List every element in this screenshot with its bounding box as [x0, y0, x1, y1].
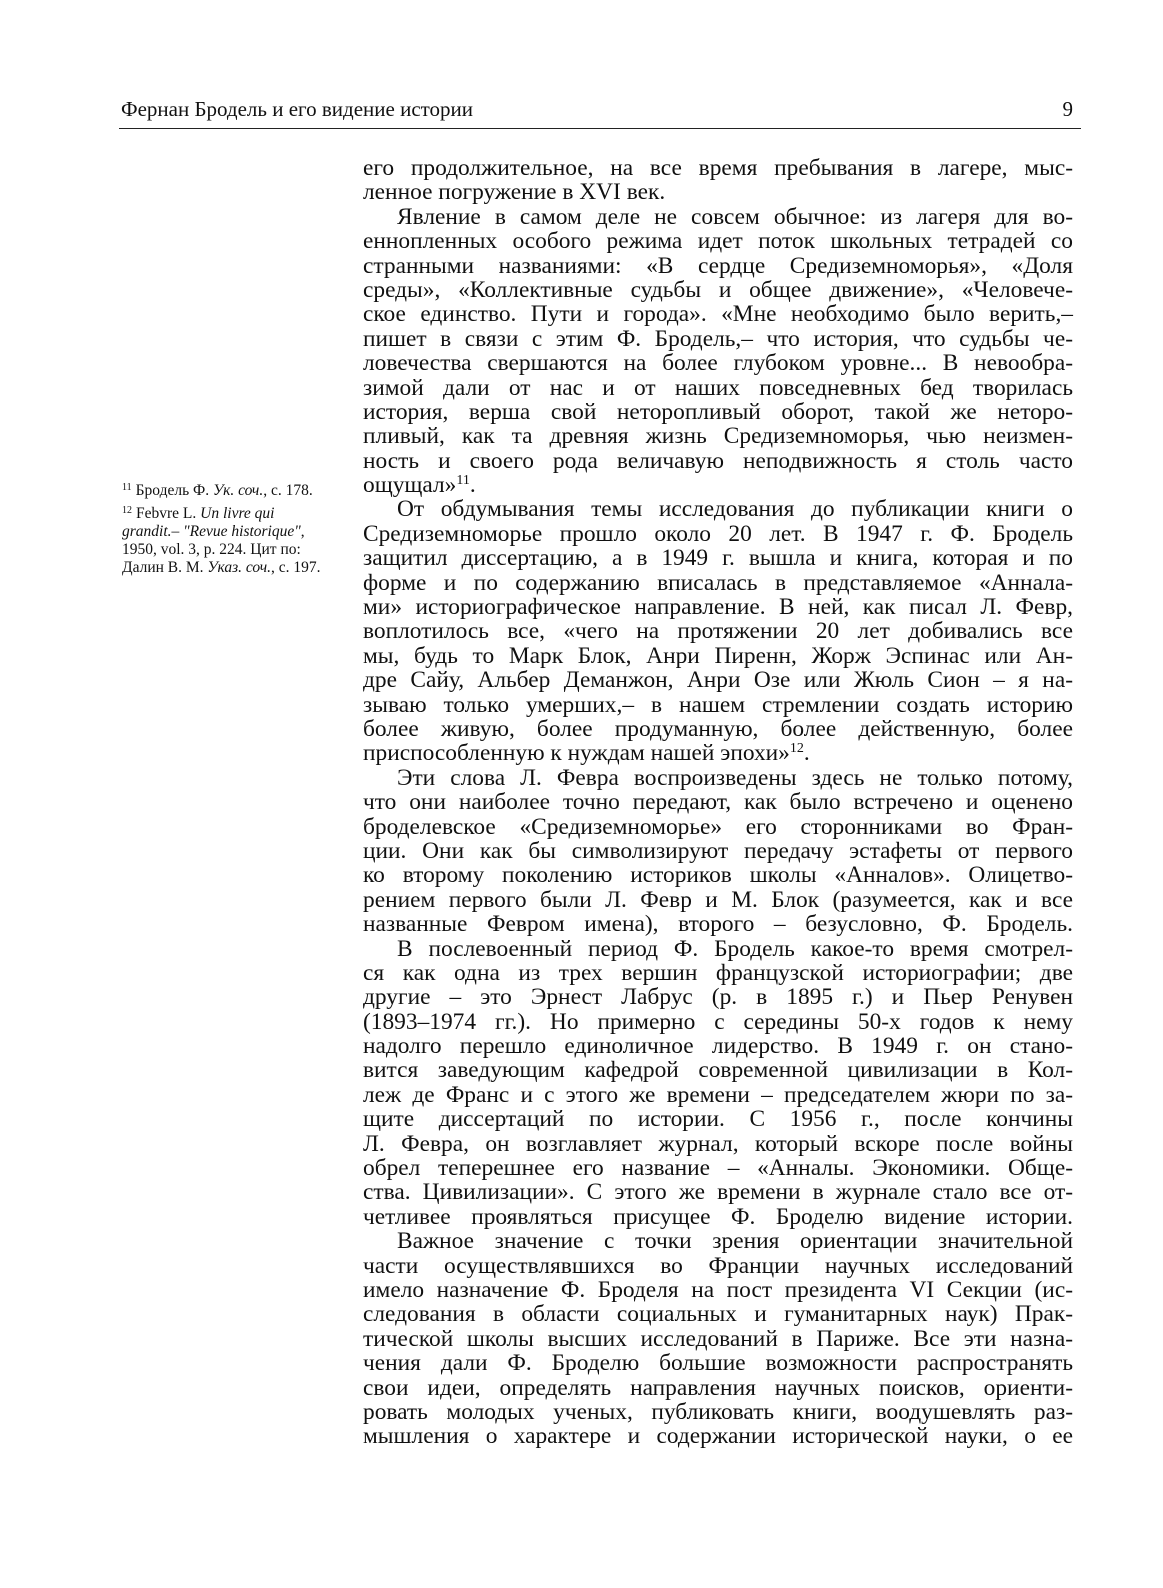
- text-line: [363, 254, 1073, 278]
- line-text: имело назначение Ф. Броделя на пост президента VI Секции (ис-: [363, 1276, 1073, 1303]
- line-tail: .: [803, 740, 810, 767]
- line-text: ское единство. Пути и города». «Мне необходимо было верить,–: [363, 301, 1073, 328]
- line-text: ко второму поколению историков школы «Анналов». Олицетво-: [363, 862, 1073, 889]
- line-text: Л. Февра, он возглавляет журнал, который вскоре после войны: [363, 1130, 1073, 1157]
- line-text: среды», «Коллективные судьбы и общее движение», «Человече-: [363, 276, 1073, 303]
- line-text: Важное значение с точки зрения ориентации значительной: [397, 1228, 1073, 1255]
- text-line: [363, 205, 1073, 229]
- text-line: [363, 327, 1073, 351]
- text-line: [363, 1327, 1073, 1351]
- line-text: обрел теперешнее его название – «Анналы. Экономики. Обще-: [363, 1155, 1073, 1182]
- text-line: [363, 424, 1073, 448]
- footnote-11: [122, 479, 322, 500]
- text-line: [363, 449, 1073, 473]
- text-line: [363, 888, 1073, 912]
- footnote-text: , с. 197.: [271, 559, 321, 576]
- text-line: [363, 1424, 1073, 1448]
- text-line: [363, 1010, 1073, 1034]
- line-text: ся как одна из трех вершин французской историографии; две: [363, 959, 1073, 986]
- footnote-ref: 11: [456, 473, 470, 489]
- text-line: [363, 571, 1073, 595]
- line-text: форме и по содержанию вписалась в представляемое «Аннала-: [363, 569, 1073, 596]
- line-text: что они наиболее точно передают, как было встречено и оценено: [363, 789, 1073, 816]
- line-text: щите диссертаций по истории. С 1956 г., после кончины: [363, 1106, 1073, 1133]
- text-line: [363, 1229, 1073, 1253]
- text-line: [363, 1376, 1073, 1400]
- text-line: [363, 546, 1073, 570]
- text-line: [363, 815, 1073, 839]
- line-tail: .: [469, 472, 476, 499]
- line-text: ощущал»: [363, 472, 457, 499]
- text-line: [363, 351, 1073, 375]
- line-text: защитил диссертацию, а в 1949 г. вышла и книга, которая и по: [363, 545, 1073, 572]
- text-line: [363, 766, 1073, 790]
- text-line: [363, 1302, 1073, 1326]
- line-text: воплотилось все, «чего на протяжении 20 лет добивались все: [363, 618, 1073, 645]
- line-text: четливее проявляться присущее Ф. Броделю видение истории.: [363, 1203, 1073, 1230]
- text-line: [363, 1034, 1073, 1058]
- text-line: [363, 619, 1073, 643]
- line-text: ность и своего рода величавую неподвижность я столь часто: [363, 447, 1073, 474]
- line-text: еннопленных особого режима идет поток школьных тетрадей со: [363, 228, 1073, 255]
- line-text: тической школы высших исследований в Париже. Все эти назна-: [363, 1325, 1073, 1352]
- text-line: [363, 1132, 1073, 1156]
- footnote-ref: 12: [789, 741, 804, 757]
- line-text: ровать молодых ученых, публиковать книги, воодушевлять раз-: [363, 1398, 1073, 1425]
- line-text: рением первого были Л. Февр и М. Блок (разумеется, как и все: [363, 886, 1073, 913]
- line-text: свои идеи, определять направления научных поисков, ориенти-: [363, 1374, 1073, 1401]
- running-head: [119, 96, 1081, 129]
- line-text: броделевское «Средиземноморье» его сторонниками во Фран-: [363, 813, 1073, 840]
- text-line: [363, 839, 1073, 863]
- text-line: [363, 1083, 1073, 1107]
- text-line: [363, 1180, 1073, 1204]
- footnote-text: , с. 178.: [263, 482, 313, 499]
- text-line: [363, 229, 1073, 253]
- text-line: [363, 912, 1073, 936]
- line-text: пливый, как та древняя жизнь Средиземноморья, чью неизмен-: [363, 423, 1073, 450]
- text-line: [363, 790, 1073, 814]
- footnote-number: 12: [122, 505, 132, 516]
- text-line: [363, 644, 1073, 668]
- text-line: [363, 497, 1073, 521]
- text-line: [363, 156, 1073, 180]
- line-text: история, верша свой неторопливый оборот, такой же неторо-: [363, 398, 1073, 425]
- body-text: [363, 156, 1073, 1449]
- line-text: (1893–1974 гг.). Но примерно с середины 50-х годов к нему: [363, 1008, 1073, 1035]
- line-text: его продолжительное, на все время пребывания в лагере, мыс-: [363, 155, 1073, 181]
- line-text: ловечества свершаются на более глубоком уровне... В невообра-: [363, 350, 1073, 377]
- footnote-italic: Un livre qui grandit.– "Revue historique": [122, 505, 301, 540]
- footnote-italic: Ук. соч.: [213, 482, 264, 499]
- text-line: [363, 863, 1073, 887]
- line-text: чения дали Ф. Броделю большие возможности распространять: [363, 1350, 1073, 1377]
- text-line: [363, 1058, 1073, 1082]
- line-text: приспособленную к нуждам нашей эпохи»: [363, 740, 790, 767]
- line-text: ми» историографическое направление. В ней, как писал Л. Февр,: [363, 594, 1073, 621]
- line-text: леж де Франс и с этого же времени – председателем жюри по за-: [363, 1081, 1073, 1108]
- footnote-number: 11: [122, 482, 132, 493]
- line-text: более живую, более продуманную, более действенную, более: [363, 715, 1073, 742]
- text-line: [363, 693, 1073, 717]
- line-text: ства. Цивилизации». С этого же времени в журнале стало все от-: [363, 1179, 1073, 1206]
- line-text: пишет в связи с этим Ф. Бродель,– что история, что судьбы че-: [363, 325, 1073, 352]
- footnote-text: Бродель Ф.: [135, 482, 214, 499]
- text-line: [363, 180, 1073, 204]
- text-line: [363, 595, 1073, 619]
- line-text: зываю только умерших,– в нашем стремлении создать историю: [363, 691, 1073, 718]
- text-line: [363, 1351, 1073, 1375]
- page-number: 9: [1062, 97, 1073, 121]
- footnote-text: , 1950, vol. 3, p. 224. Цит по: Далин В. М.: [122, 523, 305, 576]
- text-line: [363, 1254, 1073, 1278]
- text-line: [363, 400, 1073, 424]
- text-line: [363, 937, 1073, 961]
- footnote-12: [122, 502, 322, 577]
- line-text: другие – это Эрнест Лабрус (р. в 1895 г.) и Пьер Ренувен: [363, 984, 1073, 1011]
- text-line: [363, 1107, 1073, 1131]
- line-text: странными названиями: «В сердце Средиземноморья», «Доля: [363, 252, 1073, 279]
- text-line: [363, 278, 1073, 302]
- line-text: ции. Они как бы символизируют передачу эстафеты от первого: [363, 837, 1073, 864]
- running-title: Фернан Бродель и его видение истории: [121, 97, 474, 121]
- text-line: [363, 717, 1073, 741]
- text-line: [363, 522, 1073, 546]
- line-text: Эти слова Л. Февра воспроизведены здесь не только потому,: [397, 764, 1073, 791]
- line-text: ленное погружение в XVI век.: [363, 179, 666, 206]
- line-text: названные Февром имена), второго – безусловно, Ф. Бродель.: [363, 911, 1073, 938]
- text-line: [363, 1400, 1073, 1424]
- line-text: вится заведующим кафедрой современной цивилизации в Кол-: [363, 1057, 1073, 1084]
- text-line: [363, 1278, 1073, 1302]
- text-line: [363, 985, 1073, 1009]
- line-text: следования в области социальных и гуманитарных наук) Прак-: [363, 1301, 1073, 1328]
- text-line: [363, 1156, 1073, 1180]
- line-text: надолго перешло единоличное лидерство. В 1949 г. он стано-: [363, 1033, 1073, 1060]
- line-text: части осуществлявшихся во Франции научных исследований: [363, 1252, 1073, 1279]
- footnote-text: Febvre L.: [136, 505, 201, 522]
- text-line: [363, 741, 1073, 765]
- text-line: [363, 473, 1073, 497]
- line-text: зимой дали от нас и от наших повседневных бед творилась: [363, 374, 1073, 401]
- line-text: Средиземноморье прошло около 20 лет. В 1947 г. Ф. Бродель: [363, 520, 1073, 547]
- text-line: [363, 302, 1073, 326]
- line-text: дре Сайу, Альбер Деманжон, Анри Озе или Жюль Сион – я на-: [363, 667, 1073, 694]
- line-text: От обдумывания темы исследования до публикации книги о: [397, 496, 1073, 523]
- text-line: [363, 961, 1073, 985]
- line-text: В послевоенный период Ф. Бродель какое-то время смотрел-: [397, 935, 1073, 962]
- footnotes: [122, 479, 322, 579]
- line-text: мышления о характере и содержании исторической науки, о ее: [363, 1423, 1073, 1450]
- text-line: [363, 1205, 1073, 1229]
- footnote-italic: Указ. соч.: [207, 559, 271, 576]
- text-line: [363, 376, 1073, 400]
- line-text: Явление в самом деле не совсем обычное: из лагеря для во-: [397, 203, 1073, 230]
- text-line: [363, 668, 1073, 692]
- line-text: мы, будь то Марк Блок, Анри Пиренн, Жорж Эспинас или Ан-: [363, 642, 1073, 669]
